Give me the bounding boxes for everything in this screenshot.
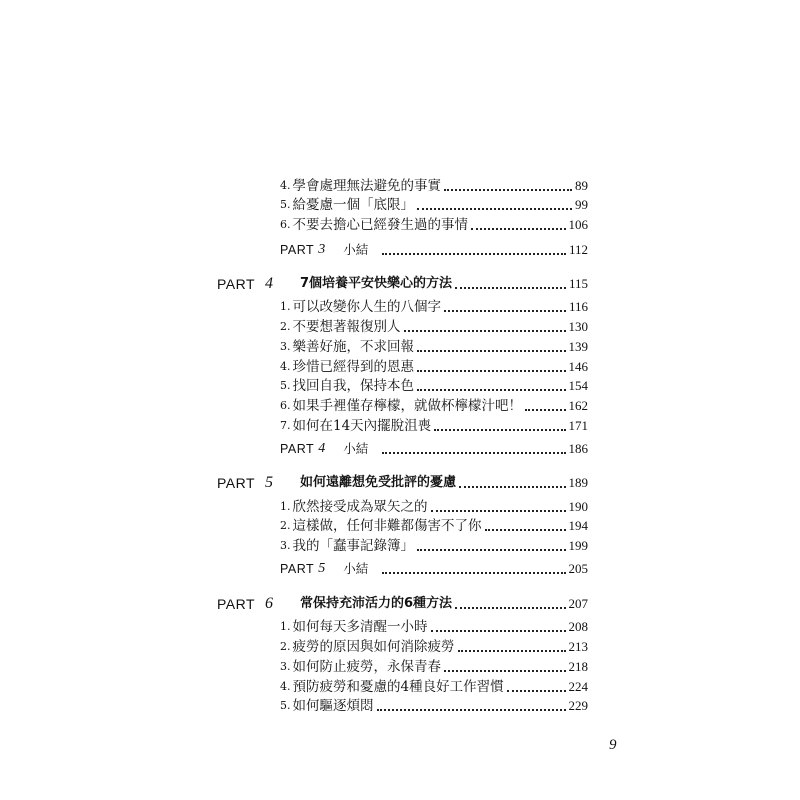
entry-page: 189 <box>568 475 588 490</box>
dot-leader <box>485 529 566 531</box>
entry-number: 4. <box>280 680 291 693</box>
dot-leader <box>507 690 566 692</box>
toc-entry <box>280 375 588 397</box>
toc-entry <box>280 316 588 338</box>
part-label: PART <box>217 596 256 612</box>
entry-title: 如何防止疲勞，永保青春 <box>292 659 441 675</box>
entry-page: 205 <box>568 561 588 576</box>
entry-number: 4. <box>280 360 291 373</box>
dot-leader <box>377 709 566 711</box>
entry-page: 229 <box>568 698 588 713</box>
part-summary-entry <box>280 239 588 261</box>
dot-leader <box>382 452 565 454</box>
entry-title: 如何驅逐煩悶 <box>292 698 374 714</box>
part-heading-entry <box>217 472 588 494</box>
dot-leader <box>444 670 566 672</box>
entry-number: 2. <box>280 320 291 333</box>
entry-page: 199 <box>568 538 588 553</box>
entry-number: 3. <box>280 340 291 353</box>
dot-leader <box>431 630 566 632</box>
entry-number: 1. <box>280 500 291 513</box>
entry-page: 112 <box>568 242 588 257</box>
toc-entry <box>280 695 588 717</box>
dot-leader <box>458 650 566 652</box>
part-heading-entry <box>217 273 588 295</box>
entry-title: 可以改變你人生的八個字 <box>292 299 441 315</box>
part-label: PART <box>280 562 315 576</box>
dot-leader <box>455 287 566 289</box>
entry-page: 186 <box>568 441 588 456</box>
dot-leader <box>444 310 566 312</box>
dot-leader <box>444 189 572 191</box>
dot-leader <box>471 228 566 230</box>
part-label: PART <box>217 276 256 292</box>
entry-title: 樂善好施，不求回報 <box>292 339 414 355</box>
entry-page: 146 <box>568 359 588 374</box>
toc-entry <box>280 535 588 557</box>
entry-page: 106 <box>568 217 588 232</box>
entry-title: 欣然接受成為眾矢之的 <box>292 499 428 515</box>
toc-entry <box>280 336 588 358</box>
part-summary-entry <box>280 558 588 580</box>
toc-entry <box>280 515 588 537</box>
dot-leader <box>417 370 566 372</box>
dot-leader <box>455 607 565 609</box>
part-number: 4 <box>265 275 273 292</box>
part-label: PART <box>217 475 256 491</box>
entry-number: 3. <box>280 660 291 673</box>
dot-leader <box>417 208 572 210</box>
page-number: 9 <box>609 737 617 753</box>
entry-number: 5. <box>280 198 291 211</box>
entry-number: 7. <box>280 419 291 432</box>
entry-page: 115 <box>568 276 588 291</box>
toc-entry <box>280 395 588 417</box>
part-title: 如何遠離想免受批評的憂慮 <box>300 475 457 490</box>
entry-number: 1. <box>280 300 291 313</box>
toc-entry <box>280 616 588 638</box>
entry-page: 116 <box>568 299 588 314</box>
entry-page: 99 <box>575 197 588 212</box>
entry-title: 如果手裡僅存檸檬，就做杯檸檬汁吧！ <box>292 398 522 414</box>
part-label: PART <box>280 243 315 257</box>
dot-leader <box>382 572 565 574</box>
entry-title: 預防疲勞和憂慮的4種良好工作習慣 <box>292 679 504 695</box>
entry-page: 190 <box>568 499 588 514</box>
entry-title: 如何在14天內擺脫沮喪 <box>292 418 432 434</box>
entry-number: 6. <box>280 218 291 231</box>
entry-page: 89 <box>575 178 588 193</box>
dot-leader <box>525 409 566 411</box>
entry-title: 我的「蠢事記錄簿」 <box>292 538 414 554</box>
part-number: 5 <box>318 561 326 576</box>
part-number: 3 <box>318 242 326 257</box>
part-number: 5 <box>265 474 273 491</box>
entry-page: 194 <box>568 518 588 533</box>
toc-entry <box>280 636 588 658</box>
entry-page: 218 <box>568 659 588 674</box>
entry-number: 2. <box>280 519 291 532</box>
entry-number: 3. <box>280 539 291 552</box>
dot-leader <box>459 486 565 488</box>
toc-entry <box>280 656 588 678</box>
dot-leader <box>431 510 566 512</box>
entry-page: 208 <box>568 619 588 634</box>
entry-title: 小結 <box>343 242 369 257</box>
entry-page: 224 <box>568 679 588 694</box>
entry-number: 5. <box>280 699 291 712</box>
entry-title: 疲勞的原因與如何消除疲勞 <box>292 639 455 655</box>
entry-number: 5. <box>280 379 291 392</box>
entry-number: 4. <box>280 179 291 192</box>
entry-page: 154 <box>568 378 588 393</box>
entry-number: 6. <box>280 399 291 412</box>
entry-page: 171 <box>568 418 588 433</box>
toc-entry <box>280 296 588 318</box>
entry-title: 不要去擔心已經發生過的事情 <box>292 217 468 233</box>
entry-title: 學會處理無法避免的事實 <box>292 178 441 194</box>
entry-title: 珍惜已經得到的恩惠 <box>292 359 414 375</box>
dot-leader <box>434 429 565 431</box>
part-heading-entry <box>217 593 588 615</box>
entry-page: 162 <box>568 398 588 413</box>
part-number: 6 <box>265 595 273 612</box>
toc-entry <box>280 415 588 437</box>
entry-title: 小結 <box>343 561 369 576</box>
part-number: 4 <box>318 441 326 456</box>
entry-page: 207 <box>568 596 588 611</box>
part-label: PART <box>280 442 315 456</box>
dot-leader <box>404 330 566 332</box>
entry-page: 213 <box>568 639 588 654</box>
entry-title: 這樣做，任何非難都傷害不了你 <box>292 518 482 534</box>
entry-page: 130 <box>568 319 588 334</box>
entry-title: 找回自我，保持本色 <box>292 378 414 394</box>
dot-leader <box>417 350 566 352</box>
entry-number: 2. <box>280 640 291 653</box>
dot-leader <box>417 389 566 391</box>
dot-leader <box>417 549 566 551</box>
part-summary-entry <box>280 438 588 460</box>
part-title: 常保持充沛活力的6種方法 <box>300 596 453 611</box>
part-title: 7個培養平安快樂心的方法 <box>300 276 453 291</box>
entry-title: 如何每天多清醒一小時 <box>292 619 428 635</box>
entry-number: 1. <box>280 620 291 633</box>
entry-title: 給憂慮一個「底限」 <box>292 197 414 213</box>
dot-leader <box>382 253 566 255</box>
toc-entry <box>280 194 588 216</box>
entry-title: 小結 <box>343 441 369 456</box>
toc-entry <box>280 214 588 236</box>
entry-page: 139 <box>568 339 588 354</box>
entry-title: 不要想著報復別人 <box>292 319 401 335</box>
